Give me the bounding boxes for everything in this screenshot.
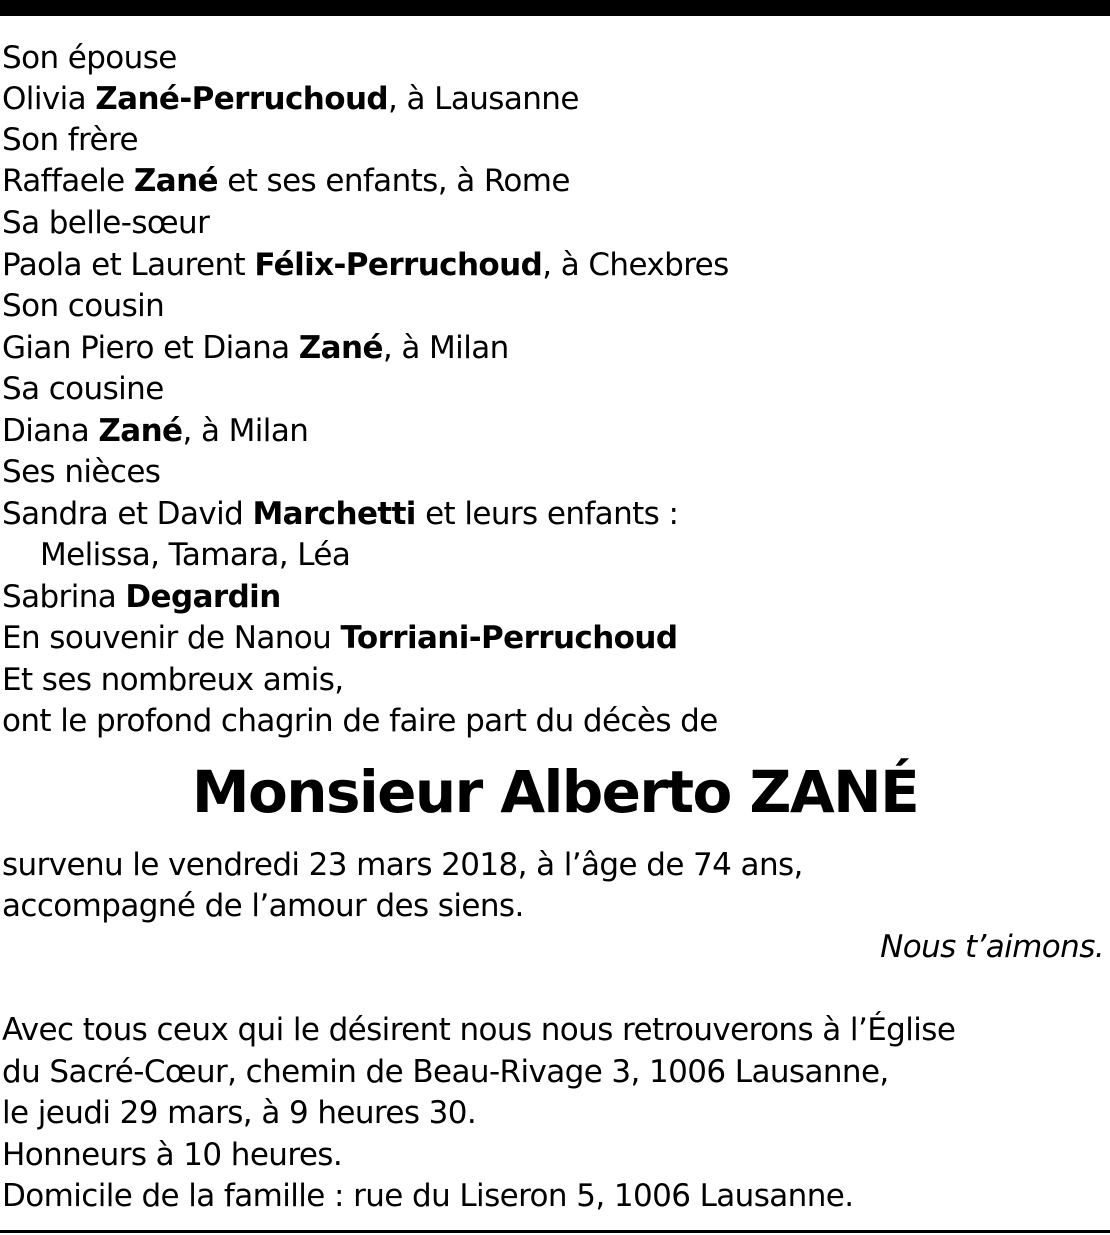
ceremony-line: du Sacré-Cœur, chemin de Beau-Rivage 3, 1006 Lausanne,	[2, 1054, 889, 1090]
surname: Degardin	[125, 579, 281, 615]
family-member-line: Olivia Zané-Perruchoud, à Lausanne	[2, 81, 579, 117]
family-member-line: Raffaele Zané et ses enfants, à Rome	[2, 163, 570, 199]
surname: Félix-Perruchoud	[254, 247, 543, 283]
relation-line: Son épouse	[2, 40, 177, 76]
souvenir-line: En souvenir de Nanou Torriani-Perruchoud	[2, 620, 678, 656]
relation-line: Sa belle-sœur	[2, 205, 210, 241]
death-details-line: accompagné de l’amour des siens.	[2, 888, 524, 924]
surname: Zané-Perruchoud	[95, 81, 389, 117]
signature: Nous t’aimons.	[880, 929, 1104, 965]
surname: Zané	[298, 330, 383, 366]
surname: Zané	[133, 163, 218, 199]
family-member-line: Sandra et David Marchetti et leurs enfants :	[2, 496, 679, 532]
ceremony-line: Domicile de la famille : rue du Liseron 5, 1006 Lausanne.	[2, 1178, 854, 1214]
friends-line: Et ses nombreux amis,	[2, 662, 344, 698]
bottom-border-rule	[0, 1230, 1110, 1233]
surname: Zané	[98, 413, 183, 449]
ceremony-line: Honneurs à 10 heures.	[2, 1137, 343, 1173]
surname: Torriani-Perruchoud	[340, 620, 678, 656]
announcement-line: ont le profond chagrin de faire part du décès de	[2, 703, 718, 739]
family-member-line: Sabrina Degardin	[2, 579, 281, 615]
family-member-line: Gian Piero et Diana Zané, à Milan	[2, 330, 509, 366]
relation-line: Sa cousine	[2, 371, 164, 407]
relation-line: Son frère	[2, 122, 138, 158]
relation-line: Son cousin	[2, 288, 165, 324]
deceased-name: Monsieur Alberto ZANÉ	[191, 758, 919, 826]
relation-line: Ses nièces	[2, 454, 161, 490]
grandchildren-line: Melissa, Tamara, Léa	[40, 537, 351, 573]
family-member-line: Paola et Laurent Félix-Perruchoud, à Chexbres	[2, 247, 729, 283]
family-member-line: Diana Zané, à Milan	[2, 413, 309, 449]
death-details-line: survenu le vendredi 23 mars 2018, à l’âge de 74 ans,	[2, 847, 803, 883]
top-border-rule	[0, 0, 1110, 16]
ceremony-line: le jeudi 29 mars, à 9 heures 30.	[2, 1095, 477, 1131]
ceremony-line: Avec tous ceux qui le désirent nous nous retrouverons à l’Église	[2, 1012, 956, 1048]
surname: Marchetti	[252, 496, 416, 532]
